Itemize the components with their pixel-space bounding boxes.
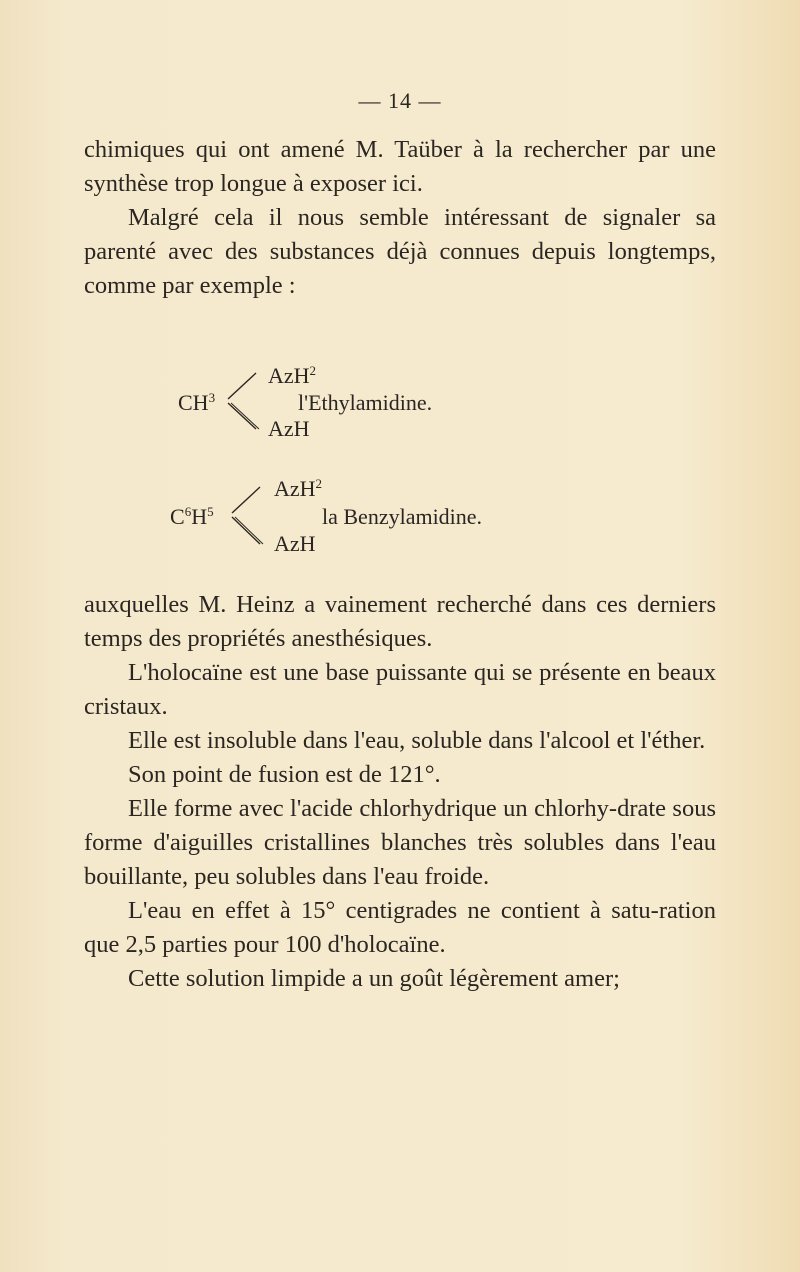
- formula-base: $C^6H^5$: [170, 504, 214, 529]
- paragraph: Elle est insoluble dans l'eau, soluble dans l'alcool et l'éther.: [128, 727, 706, 754]
- formula-top-group: AzH$^2$: [274, 476, 323, 501]
- paragraph: Elle forme avec l'acide chlorhydrique un chlorhy-drate sous forme d'aiguilles cristallines blanches très solubles dans l'eau bouillante, peu solubles dans l'eau froide.: [84, 795, 716, 890]
- paragraph: auxquelles M. Heinz a vainement recherché dans ces derniers temps des propriétés anesthésiques.: [84, 591, 716, 652]
- paragraph: L'eau en effet à 15° centigrades ne contient à satu-ration que 2,5 parties pour 100 d'holocaïne.: [84, 897, 716, 958]
- formula-top-group: AzH$^2$: [268, 363, 317, 388]
- formula-bottom-group: AzH: [274, 531, 316, 556]
- paragraph: Malgré cela il nous semble intéressant de signaler sa parenté avec des substances déjà connues depuis longtemps, comme par exemple :: [84, 204, 716, 299]
- page-number: — 14 —: [358, 88, 442, 113]
- formula-base: $CH^3$: [178, 390, 216, 415]
- formula-benzylamidine: [170, 478, 730, 568]
- paragraph: L'holocaïne est une base puissante qui se présente en beaux cristaux.: [84, 659, 716, 720]
- formula-name: l'Ethylamidine.: [298, 390, 433, 415]
- formula-name: la Benzylamidine.: [322, 504, 483, 529]
- text-block-bottom: [84, 588, 716, 996]
- text-block-top: [84, 133, 716, 303]
- formula-ethylamidine: [178, 365, 738, 455]
- paragraph: chimiques qui ont amené M. Taüber à la rechercher par une synthèse trop longue à exposer ici.: [84, 136, 716, 197]
- formula-bottom-group: AzH: [268, 416, 310, 441]
- paragraph: Cette solution limpide a un goût légèrement amer;: [128, 965, 620, 992]
- paragraph: Son point de fusion est de 121°.: [128, 761, 441, 788]
